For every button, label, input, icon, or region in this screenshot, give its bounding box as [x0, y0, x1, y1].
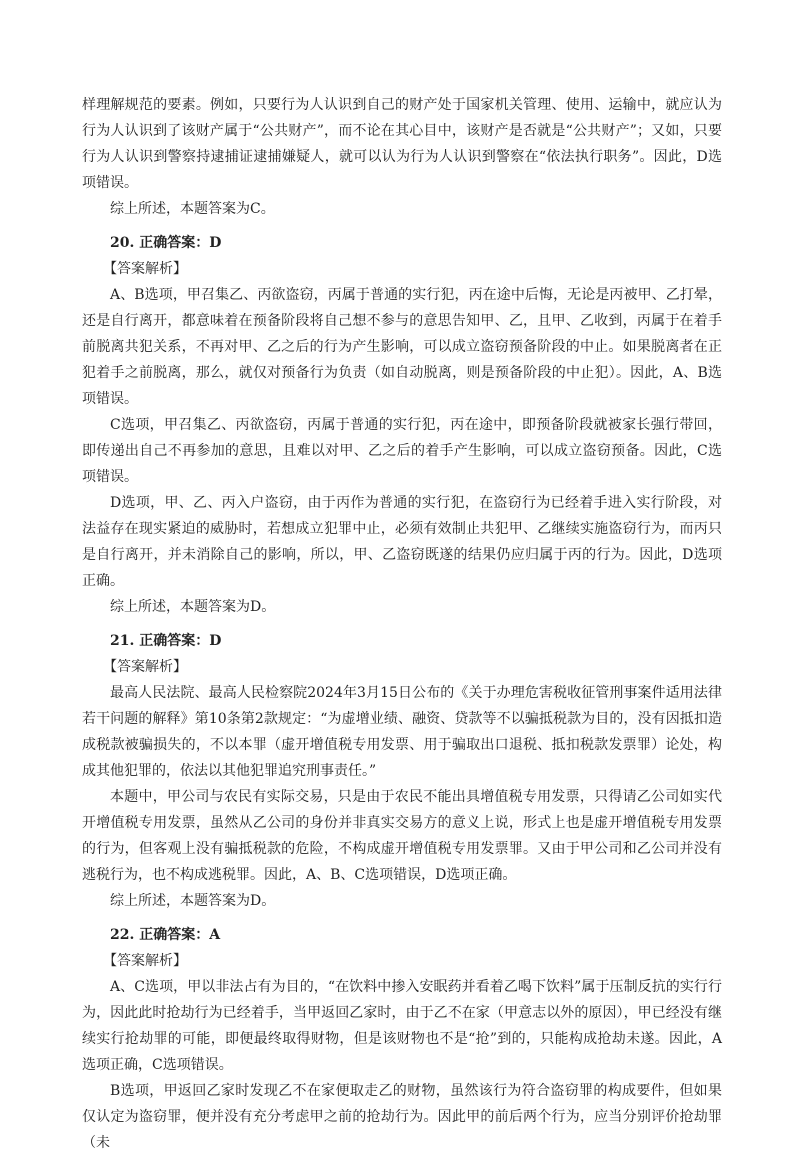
- analysis-tag-22: 【答案解析】: [103, 953, 187, 969]
- answer-heading-22: 22. 正确答案：A: [110, 927, 221, 943]
- paragraph: 最高人民法院、最高人民检察院2024年3月15日公布的《关于办理危害税收征管刑事案件适用法律若干问题的解释》第10条第2款规定：“为虚增业绩、融资、贷款等不以骗抵税款为目的，没有因抵扣造成税款被骗损失的，不以本罪（虚开增值税专用发票、用于骗取出口退税、抵扣税款发票罪）论处，构成其他犯罪的，依法以其他犯罪追究刑事责任。”: [82, 685, 722, 779]
- analysis-tag-21: 【答案解析】: [103, 659, 187, 675]
- summary: 综上所述，本题答案为D。: [110, 599, 276, 615]
- intro-summary: 综上所述，本题答案为C。: [110, 201, 275, 217]
- answer-heading-20: 20. 正确答案：D: [110, 235, 222, 251]
- paragraph: 本题中，甲公司与农民有实际交易，只是由于农民不能出具增值税专用发票，只得请乙公司如实代开增值税专用发票，虽然从乙公司的身份并非真实交易方的意义上说，形式上也是虚开增值税专用发票的行为，但客观上没有骗抵税款的危险，不构成虚开增值税专用发票罪。又由于甲公司和乙公司并没有逃税行为，也不构成逃税罪。因此，A、B、C选项错误，D选项正确。: [82, 789, 722, 883]
- summary: 综上所述，本题答案为D。: [110, 893, 276, 909]
- paragraph: C选项，甲召集乙、丙欲盗窃，丙属于普通的实行犯，丙在途中，即预备阶段就被家长强行带回，即传递出自己不再参加的意思，且难以对甲、乙之后的着手产生影响，可以成立盗窃预备。因此，C选项错误。: [82, 417, 722, 485]
- answer-heading-21: 21. 正确答案：D: [110, 633, 222, 649]
- paragraph: D选项，甲、乙、丙入户盗窃，由于丙作为普通的实行犯，在盗窃行为已经着手进入实行阶段，对法益存在现实紧迫的威胁时，若想成立犯罪中止，必须有效制止共犯甲、乙继续实施盗窃行为，而丙只是自行离开，并未消除自己的影响，所以，甲、乙盗窃既遂的结果仍应归属于丙的行为。因此，D选项正确。: [82, 495, 722, 589]
- document-body: [82, 92, 722, 1156]
- intro-paragraph: 样理解规范的要素。例如，只要行为人认识到自己的财产处于国家机关管理、使用、运输中，就应认为行为人认识到了该财产属于“公共财产”，而不论在其心目中，该财产是否就是“公共财产”；又如，只要行为人认识到警察持逮捕证逮捕嫌疑人，就可以认为行为人认识到警察在“依法执行职务”。因此，D选项错误。: [82, 97, 722, 191]
- analysis-tag-20: 【答案解析】: [103, 261, 187, 277]
- paragraph: A、B选项，甲召集乙、丙欲盗窃，丙属于普通的实行犯，丙在途中后悔，无论是丙被甲、乙打晕，还是自行离开，都意味着在预备阶段将自己想不参与的意思告知甲、乙，且甲、乙收到，丙属于在着手前脱离共犯关系，不再对甲、乙之后的行为产生影响，可以成立盗窃预备阶段的中止。如果脱离者在正犯着手之前脱离，那么，就仅对预备行为负责（如自动脱离，则是预备阶段的中止犯）。因此，A、B选项错误。: [82, 287, 722, 407]
- paragraph: B选项，甲返回乙家时发现乙不在家便取走乙的财物，虽然该行为符合盗窃罪的构成要件，但如果仅认定为盗窃罪，便并没有充分考虑甲之前的抢劫行为。因此甲的前后两个行为，应当分别评价抢劫罪（未: [82, 1083, 722, 1151]
- paragraph: A、C选项，甲以非法占有为目的，“在饮料中掺入安眠药并看着乙喝下饮料”属于压制反抗的实行行为，因此此时抢劫行为已经着手，当甲返回乙家时，由于乙不在家（甲意志以外的原因），甲已经没有继续实行抢劫罪的可能，即便最终取得财物，但是该财物也不是“抢”到的，只能构成抢劫未遂。因此，A选项正确，C选项错误。: [82, 979, 722, 1073]
